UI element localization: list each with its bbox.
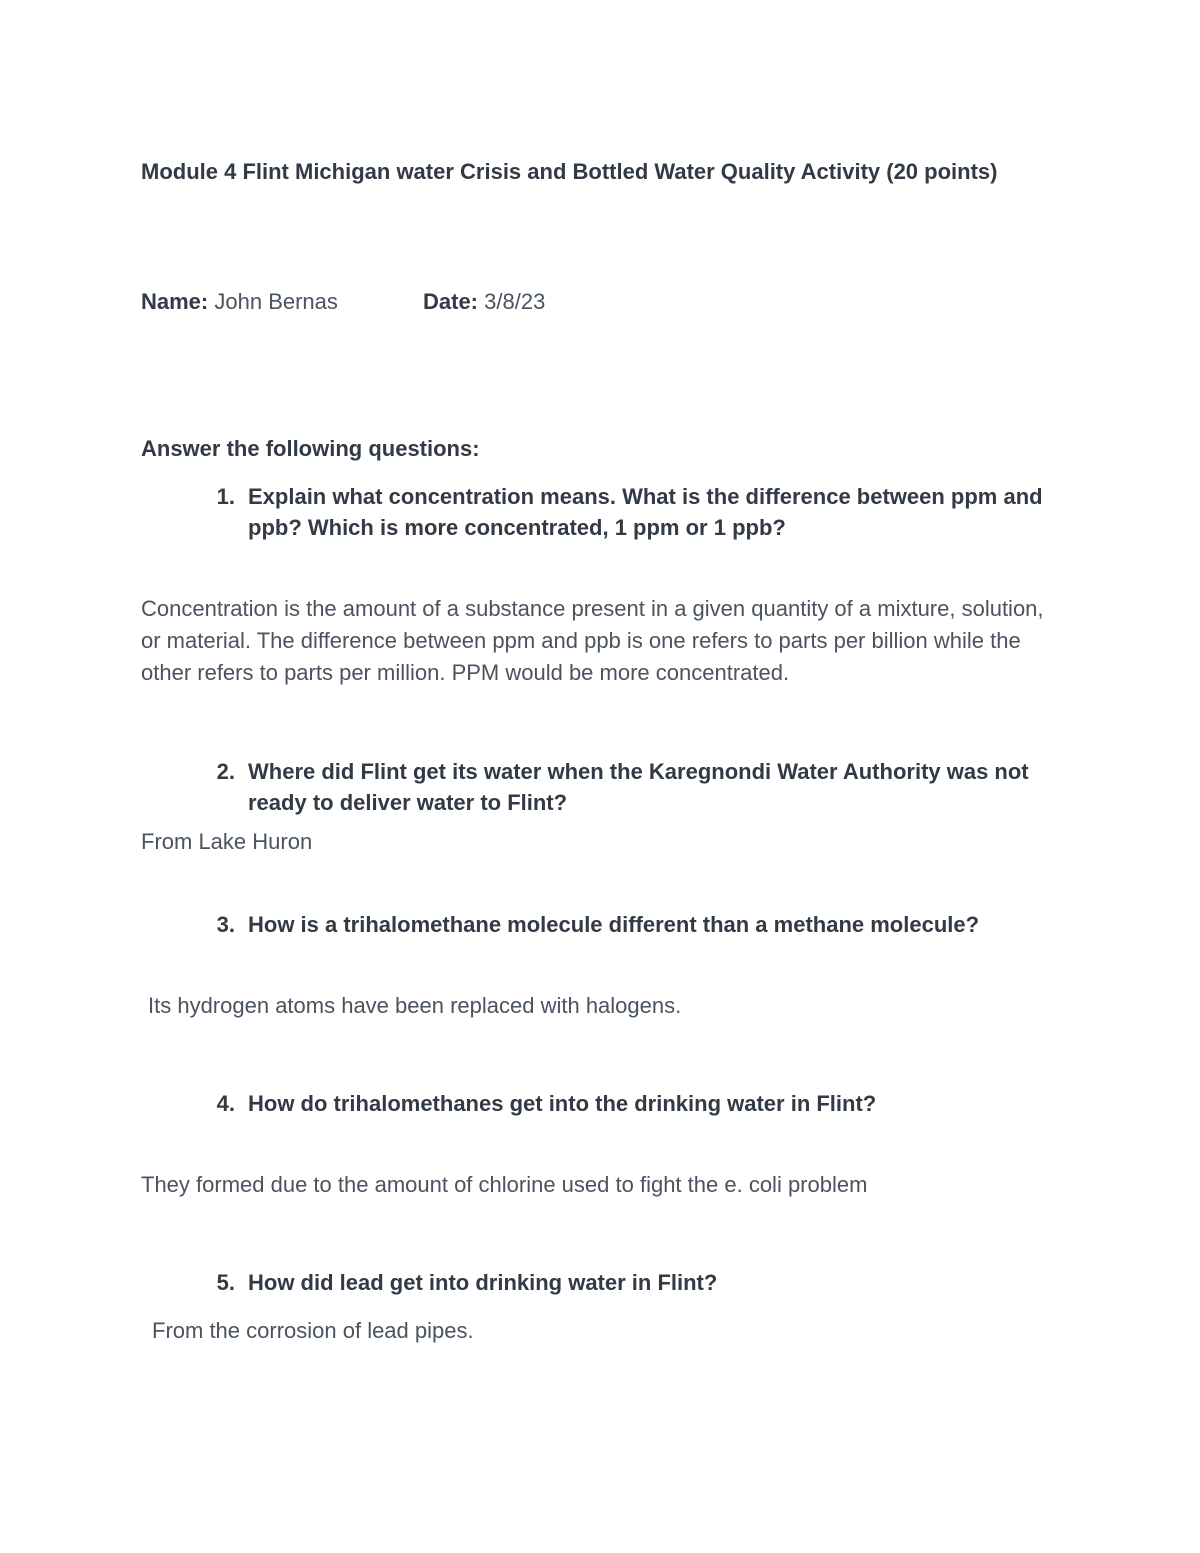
answer-4: They formed due to the amount of chlorine used to fight the e. coli problem	[141, 1172, 868, 1197]
question-3	[141, 909, 1091, 941]
question-2	[141, 756, 1091, 820]
section-heading: Answer the following questions:	[141, 436, 480, 461]
date-label: Date:	[423, 289, 479, 314]
answer-2: From Lake Huron	[141, 829, 313, 854]
question-1	[141, 481, 1091, 545]
date-field	[423, 286, 545, 318]
date-value: 3/8/23	[484, 289, 546, 314]
question-text: How do trihalomethanes get into the drinking water in Flint?	[248, 1091, 877, 1116]
question-number: 3.	[216, 912, 235, 937]
question-5	[141, 1267, 1091, 1299]
question-text: How did lead get into drinking water in Flint?	[248, 1270, 718, 1295]
name-field	[141, 286, 338, 318]
name-label: Name:	[141, 289, 209, 314]
question-number: 2.	[216, 759, 235, 784]
question-number: 4.	[216, 1091, 235, 1116]
answer-1: Concentration is the amount of a substance present in a given quantity of a mixture, solution, or material. The difference between ppm and ppb is one refers to parts per billion while the other refers to parts per million. PPM would be more concentrated.	[141, 596, 1044, 685]
question-number: 5.	[216, 1270, 235, 1295]
answer-3: Its hydrogen atoms have been replaced with halogens.	[148, 993, 682, 1018]
answer-5: From the corrosion of lead pipes.	[152, 1318, 474, 1343]
question-number: 1.	[216, 484, 235, 509]
document-title: Module 4 Flint Michigan water Crisis and Bottled Water Quality Activity (20 points)	[141, 159, 998, 184]
name-value: John Bernas	[214, 289, 338, 314]
question-text: Explain what concentration means. What is the difference between ppm and ppb? Which is more concentrated, 1 ppm or 1 ppb?	[248, 484, 1043, 540]
question-4	[141, 1088, 1091, 1120]
question-text: Where did Flint get its water when the Karegnondi Water Authority was not ready to deliver water to Flint?	[248, 759, 1029, 815]
question-text: How is a trihalomethane molecule different than a methane molecule?	[248, 912, 980, 937]
